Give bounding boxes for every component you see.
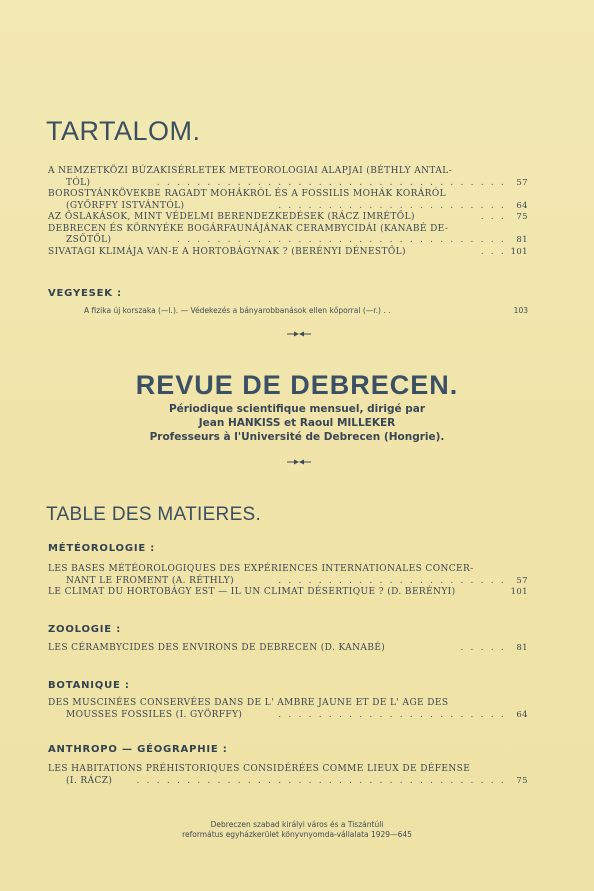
toc-row: NANT LE FROMENT (A. RÉTHLY) . . . . . . . . . . . . . . . . . . . . . . . 57	[66, 575, 528, 586]
toc-row: LE CLIMAT DU HORTOBÁGY EST — IL UN CLIMAT DÉSERTIQUE ? (D. BERÉNYI) 101	[48, 587, 528, 597]
toc-row: LES BASES MÉTÉOROLOGIQUES DES EXPÉRIENCES INTERNATIONALES CONCER-	[48, 564, 474, 574]
section-label-botanique: BOTANIQUE :	[48, 680, 130, 691]
table-heading: TABLE DES MATIERES.	[46, 504, 262, 525]
section-list-botanique	[48, 698, 528, 721]
toc-row: (GYŐRFFY ISTVÁNTÓL) . . . . . . . . . . . . . . . . . . . . . . . 64	[66, 200, 528, 211]
revue-affiliation: Professeurs à l'Université de Debrecen (Hongrie).	[149, 431, 445, 443]
revue-title: REVUE DE DEBRECEN.	[135, 370, 459, 400]
toc-row: BOROSTYÁNKÖVEKBE RAGADT MOHÁKRÓL ÉS A FOSSILIS MOHÁK KORÁRÓL	[48, 189, 447, 199]
section-list-zoologie	[48, 643, 528, 655]
printer-imprint-line-1: Debreczen szabad királyi város és a Tiszántúli	[210, 820, 384, 829]
toc-row: DEBRECEN ÉS KÖRNYÉKE BOGÁRFAUNÁJÁNAK CERAMBYCIDÁI (KANABÉ DE-	[48, 223, 449, 234]
vegyesek-label: VEGYESEK :	[48, 288, 122, 299]
ornament-divider-icon	[287, 459, 311, 465]
ornament-divider-icon	[287, 331, 311, 337]
printer-imprint-line-2: református egyházkerület könyvnyomda-vállalata 1929—645	[182, 830, 412, 839]
section-label-zoologie: ZOOLOGIE :	[48, 624, 122, 635]
toc-row: A NEMZETKÖZI BÚZAKISÉRLETEK METEOROLOGIAI ALAPJAI (BÉTHLY ANTAL-	[48, 166, 453, 176]
revue-editors: Jean HANKISS et Raoul MILLEKER	[198, 417, 396, 429]
toc-row: AZ ŐSLAKÁSOK, MINT VÉDELMI BERENDEZKEDÉSEK (RÁCZ IMRÉTŐL) . . . 75	[48, 212, 528, 222]
vegyesek-line	[84, 306, 528, 315]
revue-subtitle: Périodique scientifique mensuel, dirigé par	[168, 403, 426, 415]
toc-row: MOUSSES FOSSILES (I. GYÖRFFY) . . . . . . . . . . . . . . . . . . . . . . . 64	[66, 709, 528, 720]
section-label-meteorologie: MÉTÉOROLOGIE :	[48, 543, 156, 554]
vegyesek-text: A fizika új korszaka (—l.). — Védekezés a bányarobbanások ellen kőporral (—r.) . .	[84, 306, 391, 315]
toc-row: LES HABITATIONS PRÉHISTORIQUES CONSIDÉRÉES COMME LIEUX DE DÉFENSE	[48, 764, 471, 774]
toc-row: SIVATAGI KLIMÁJA VAN-E A HORTOBÁGYNAK ? (BERÉNYI DÉNESTŐL) . . . 101	[48, 246, 528, 257]
tartalom-list	[48, 166, 528, 258]
vegyesek-page: 103	[513, 306, 528, 315]
section-list-anthropo-geographie	[48, 764, 528, 787]
section-list-meteorologie	[48, 564, 528, 599]
toc-row: TÓL) . . . . . . . . . . . . . . . . . . . . . . . . . . . . . . . . . . . 57	[66, 177, 528, 188]
toc-row: LES CÉRAMBYCIDES DES ENVIRONS DE DEBRECEN (D. KANABÉ) . . . . . 81	[48, 643, 528, 653]
section-label-anthropo-geographie: ANTHROPO — GÉOGRAPHIE :	[48, 744, 228, 755]
toc-row: ZSŐTŐL) . . . . . . . . . . . . . . . . . . . . . . . . . . . . . . . . . 81	[66, 235, 528, 245]
tartalom-heading: TARTALOM.	[46, 116, 201, 146]
toc-row: (I. RÁCZ) . . . . . . . . . . . . . . . . . . . . . . . . . . . . . . . . . . . . . 75	[66, 775, 528, 786]
toc-row: DES MUSCINÉES CONSERVÉES DANS DE L' AMBRE JAUNE ET DE L' AGE DES	[48, 698, 449, 708]
